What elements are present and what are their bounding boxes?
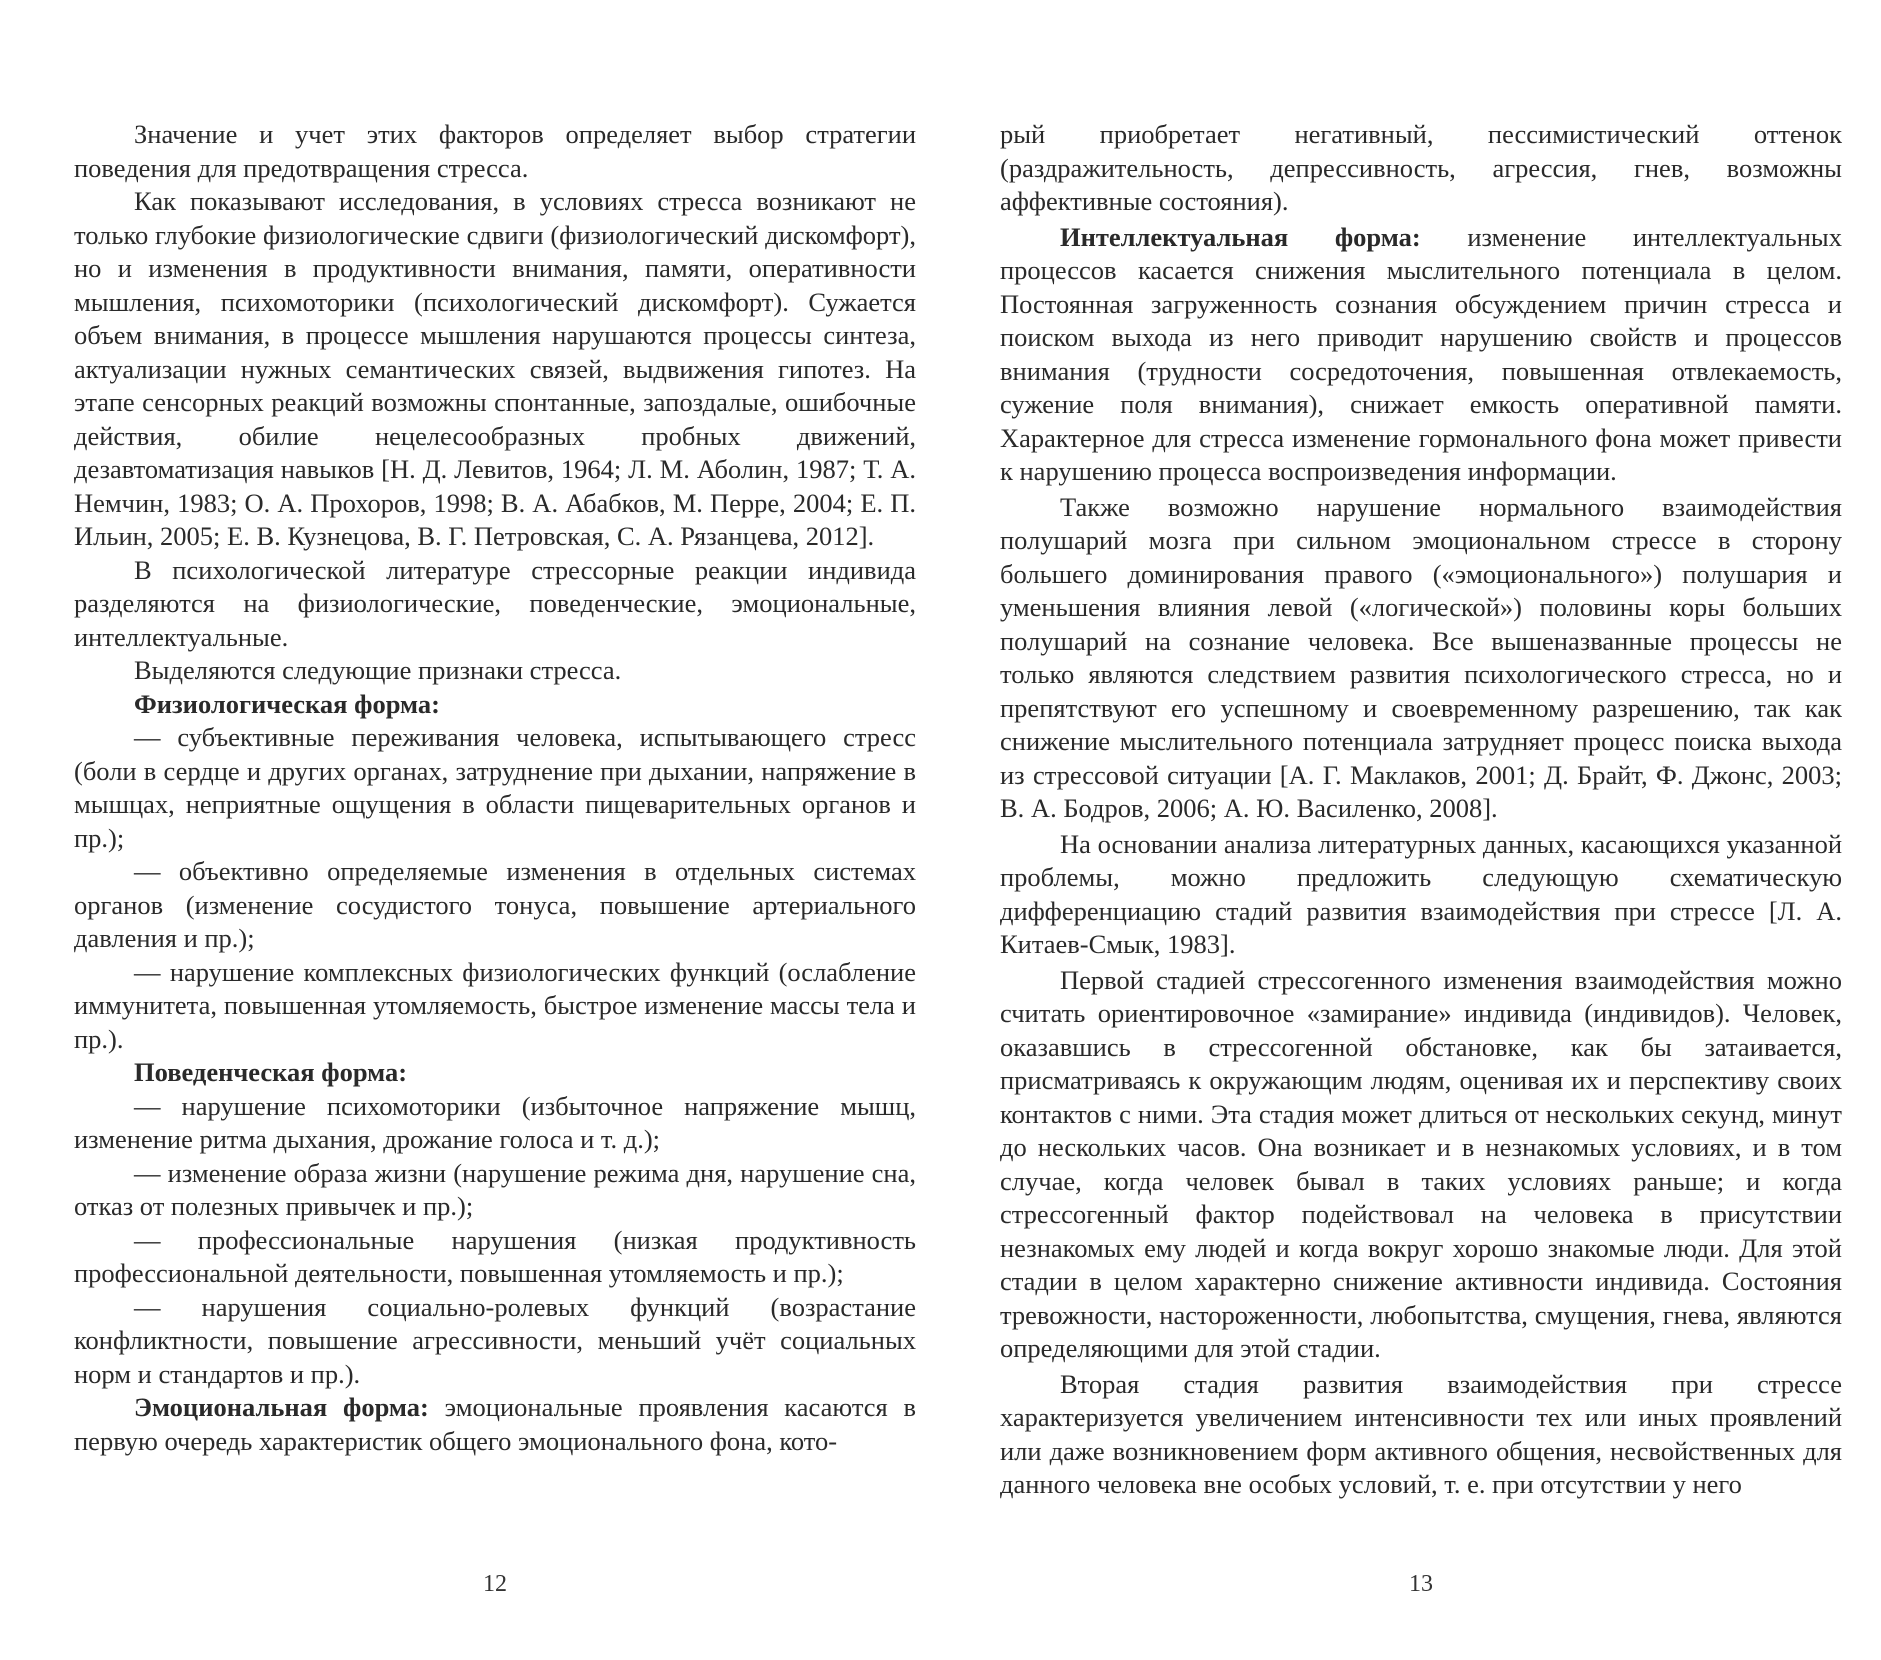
paragraph: Значение и учет этих факторов определяет выбор стратегии поведения для предотвращения стресса.: [74, 119, 916, 183]
paragraph: Как показывают исследования, в условиях стресса возникают не только глубокие физиологические сдвиги (физиологический дискомфорт), но и изменения в продуктивности внимания, памяти, оперативности мышления, психомоторики (психологический дискомфорт). Сужается объем внимания, в процессе мышления нарушаются процессы синтеза, актуализации нужных семантических связей, выдвижения гипотез. На этапе сенсорных реакций возможны спонтанные, запоздалые, ошибочные действия, обилие нецелесообразных пробных движений, дезавтоматизация навыков [Н. Д. Левитов, 1964; Л. М. Аболин, 1987; Т. А. Немчин, 1983; О. А. Прохоров, 1998; В. А. Абабков, М. Перре, 2004; Е. П. Ильин, 2005; Е. В. Кузнецова, В. Г. Петровская, С. А. Рязанцева, 2012].: [74, 186, 916, 551]
left-page: [74, 118, 916, 1598]
paragraph: На основании анализа литературных данных, касающихся указанной проблемы, можно предложить следующую схематическую дифференциацию стадий развития взаимодействия при стрессе [Л. А. Китаев-Смык, 1983].: [1000, 828, 1842, 959]
paragraph: В психологической литературе стрессорные реакции индивида разделяются на физиологические, поведенческие, эмоциональные, интеллектуальные.: [74, 554, 916, 652]
right-page-text: [1000, 118, 1842, 1502]
list-item: — изменение образа жизни (нарушение режима дня, нарушение сна, отказ от полезных привычек и пр.);: [74, 1157, 916, 1221]
list-item: — нарушение психомоторики (избыточное напряжение мышц, изменение ритма дыхания, дрожание голоса и т. д.);: [74, 1090, 916, 1154]
paragraph: Выделяются следующие признаки стресса.: [134, 655, 622, 685]
right-page: [1000, 118, 1842, 1598]
emo-text: эмоциональные проявления касаются в первую очередь характеристик общего эмоционального фона, кото-: [74, 1392, 916, 1456]
intel-heading: Интеллектуальная форма:: [1060, 221, 1421, 252]
list-item: — нарушения социально-ролевых функций (возрастание конфликтности, повышение агрессивности, меньший учёт социальных норм и стандартов и пр.).: [74, 1291, 916, 1389]
page-number: 13: [1409, 1571, 1433, 1597]
emo-paragraph: [74, 1391, 916, 1458]
paragraph: Вторая стадия развития взаимодействия при стрессе характеризуется увеличением интенсивности тех или иных проявлений или даже возникновением форм активного общения, несвойственных для данного человека вне особых условий, т. е. при отсутствии у него: [1000, 1368, 1842, 1499]
intel-text: изменение интеллектуальных процессов касается снижения мыслительного потенциала в целом. Постоянная загруженность сознания обсуждением причин стресса и поиском выхода из него приводит нарушению свойств и процессов внимания (трудности сосредоточения, повышенная отвлекаемость, сужение поля внимания), снижает емкость оперативной памяти. Характерное для стресса изменение гормонального фона может привести к нарушению процесса воспроизведения информации.: [1000, 221, 1842, 486]
intel-paragraph: [1000, 221, 1842, 489]
list-item: — субъективные переживания человека, испытывающего стресс (боли в сердце и других органах, затруднение при дыхании, напряжение в мышцах, неприятные ощущения в области пищеварительных органов и пр.);: [74, 722, 916, 853]
physio-heading: Физиологическая форма:: [134, 688, 441, 719]
page-number: 12: [483, 1571, 507, 1597]
emo-heading: Эмоциональная форма:: [134, 1392, 429, 1422]
continued-paragraph: рый приобретает негативный, пессимистический оттенок (раздражительность, депрессивность, агрессия, гнев, возможны аффективные состояния).: [1000, 119, 1842, 216]
list-item: — объективно определяемые изменения в отдельных системах органов (изменение сосудистого тонуса, повышение артериального давления и пр.);: [74, 856, 916, 953]
paragraph: Первой стадией стрессогенного изменения взаимодействия можно считать ориентировочное «замирание» индивида (индивидов). Человек, оказавшись в стрессогенной обстановке, как бы затаивается, присматриваясь к окружающим людям, оценивая их и перспективу своих контактов с ними. Эта стадия может длиться от нескольких секунд, минут до нескольких часов. Она возникает и в незнакомых условиях, и в том случае, когда человек бывал в таких условиях раньше; и когда стрессогенный фактор подействовал на человека в присутствии незнакомых ему людей и когда вокруг хорошо знакомые люди. Для этой стадии в целом характерно снижение активности индивида. Состояния тревожности, настороженности, любопытства, смущения, гнева, являются определяющими для этой стадии.: [1000, 964, 1842, 1363]
behav-heading: Поведенческая форма:: [134, 1057, 408, 1087]
list-item: — нарушение комплексных физиологических функций (ослабление иммунитета, повышенная утомляемость, быстрое изменение массы тела и пр.).: [74, 956, 916, 1054]
paragraph: Также возможно нарушение нормального взаимодействия полушарий мозга при сильном эмоциональном стрессе в сторону большего доминирования правого («эмоционального») полушария и уменьшения влияния левой («логической») половины коры больших полушарий на сознание человека. Все вышеназванные процессы не только являются следствием развития психологического стресса, но и препятствуют его успешному и своевременному разрешению, так как снижение мыслительного потенциала затрудняет процесс поиска выхода из стрессовой ситуации [А. Г. Маклаков, 2001; Д. Брайт, Ф. Джонс, 2003; В. А. Бодров, 2006; А. Ю. Василенко, 2008].: [1000, 491, 1842, 823]
left-page-text: [74, 118, 916, 1458]
list-item: — профессиональные нарушения (низкая продуктивность профессиональной деятельности, повышенная утомляемость и пр.);: [74, 1224, 916, 1288]
